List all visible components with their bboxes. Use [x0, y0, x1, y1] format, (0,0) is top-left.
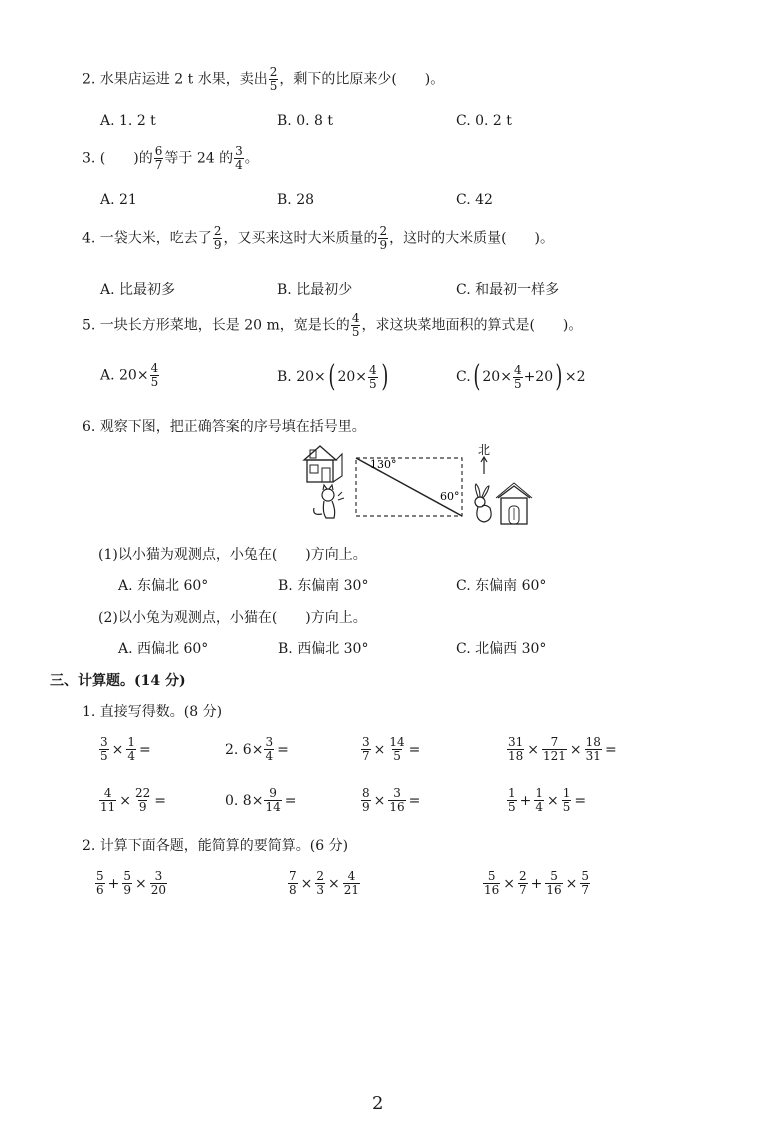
q3-stem: 3. ( )的 $\frac{6}{7}$ 等于 24 的 $\frac{3}{4}$ 。 — [82, 144, 259, 172]
q2-stem: 2. 水果店运进 2 t 水果，卖出 $\frac{2}{5}$ ，剩下的比原来少( )。 — [82, 65, 445, 93]
fraction: $\frac{3}{4}$ — [235, 144, 243, 172]
q6-sub2-option-c: C. 北偏西 30° — [456, 641, 547, 657]
calc-r2-a: $\frac{4}{11}$ × $\frac{22}{9}$ = — [100, 786, 167, 814]
q2-option-a: A. 1. 2 t — [100, 113, 156, 129]
q5-option-b: B. 20×( 20× $\frac{4}{5}$ ) — [277, 359, 389, 394]
q2-option-b: B. 0. 8 t — [277, 113, 333, 129]
q6-sub1-option-b: B. 东偏南 30° — [278, 578, 369, 594]
q4-option-a: A. 比最初多 — [100, 282, 176, 298]
cat-icon — [314, 485, 344, 518]
q3-option-b: B. 28 — [277, 192, 315, 208]
q6-sub1-stem: (1)以小猫为观测点，小兔在( )方向上。 — [98, 547, 367, 563]
right-house-icon — [496, 483, 532, 524]
fraction: $\frac{2}{5}$ — [269, 65, 278, 93]
fraction: $\frac{4}{5}$ — [513, 362, 522, 391]
fraction: $\frac{6}{7}$ — [154, 144, 163, 172]
fraction: $\frac{4}{5}$ — [150, 361, 159, 389]
q4-option-b: B. 比最初少 — [277, 282, 353, 298]
section3-title: 三、计算题。(14 分) — [50, 673, 186, 689]
fraction: $\frac{4}{5}$ — [369, 362, 377, 391]
q6-sub2-option-b: B. 西偏北 30° — [278, 641, 369, 657]
q6-sub2-stem: (2)以小兔为观测点，小猫在( )方向上。 — [98, 610, 367, 626]
q2-option-c: C. 0. 2 t — [456, 113, 512, 129]
calc-r1-d: $\frac{31}{18}$ × $\frac{7}{121}$ × $\frac{18}{31}$ = — [508, 735, 617, 763]
section3-part1-title: 1. 直接写得数。(8 分) — [82, 704, 223, 720]
rabbit-icon — [475, 484, 491, 522]
north-label: 北 — [478, 443, 491, 457]
section3-part2-title: 2. 计算下面各题，能简算的要简算。(6 分) — [82, 838, 349, 854]
q4-stem: 4. 一袋大米，吃去了 $\frac{2}{9}$ ，又买来这时大米质量的 $\frac{2}{9}$ ，这时的大米质量( )。 — [82, 224, 555, 252]
q6-sub1-option-a: A. 东偏北 60° — [118, 578, 209, 594]
q3-option-c: C. 42 — [456, 192, 493, 208]
q5-option-a: A. 20× $\frac{4}{5}$ — [100, 361, 159, 389]
calc-r2-c: $\frac{8}{9}$ × $\frac{3}{16}$ = — [362, 786, 421, 814]
q6-sub2-option-a: A. 西偏北 60° — [118, 641, 209, 657]
calc-p2-2: $\frac{7}{8}$ × $\frac{2}{3}$ × $\frac{4}{21}$ — [289, 869, 360, 897]
fraction: $\frac{2}{9}$ — [379, 224, 388, 252]
calc-r1-b: 2. 6× $\frac{3}{4}$ = — [225, 735, 289, 763]
direction-figure — [298, 440, 538, 530]
page-number: 2 — [372, 1093, 384, 1114]
q5-stem: 5. 一块长方形菜地，长是 20 m，宽是长的 $\frac{4}{5}$ ，求这块菜地面积的算式是( )。 — [82, 311, 583, 339]
fraction: $\frac{4}{5}$ — [351, 311, 360, 339]
calc-r1-c: $\frac{3}{7}$ × $\frac{14}{5}$ = — [362, 735, 421, 763]
q6-sub1-option-c: C. 东偏南 60° — [456, 578, 547, 594]
calc-r1-a: $\frac{3}{5}$ × $\frac{1}{4}$ = — [100, 735, 151, 763]
q6-stem: 6. 观察下图，把正确答案的序号填在括号里。 — [82, 419, 366, 435]
calc-p2-1: 5 6 + $\frac{5}{9}$ × $\frac{3}{20}$ — [96, 869, 167, 897]
q3-option-a: A. 21 — [100, 192, 137, 208]
left-house-icon — [304, 446, 342, 482]
calc-r2-d: 1 5 + $\frac{1}{4}$ × $\frac{1}{5}$ = — [508, 786, 587, 814]
calc-p2-3: $\frac{5}{16}$ × $\frac{2}{7}$ + $\frac{5}{16}$ × $\frac{5}{7}$ — [484, 869, 590, 897]
q4-option-c: C. 和最初一样多 — [456, 282, 560, 298]
angle-60-label: 60° — [440, 490, 460, 503]
calc-r2-b: 0. 8× $\frac{9}{14}$ = — [225, 786, 297, 814]
fraction: $\frac{2}{9}$ — [213, 224, 222, 252]
q5-option-c: C.( 20× $\frac{4}{5}$ +20) ×2 — [456, 359, 586, 394]
angle-130-label: 130° — [370, 458, 397, 471]
